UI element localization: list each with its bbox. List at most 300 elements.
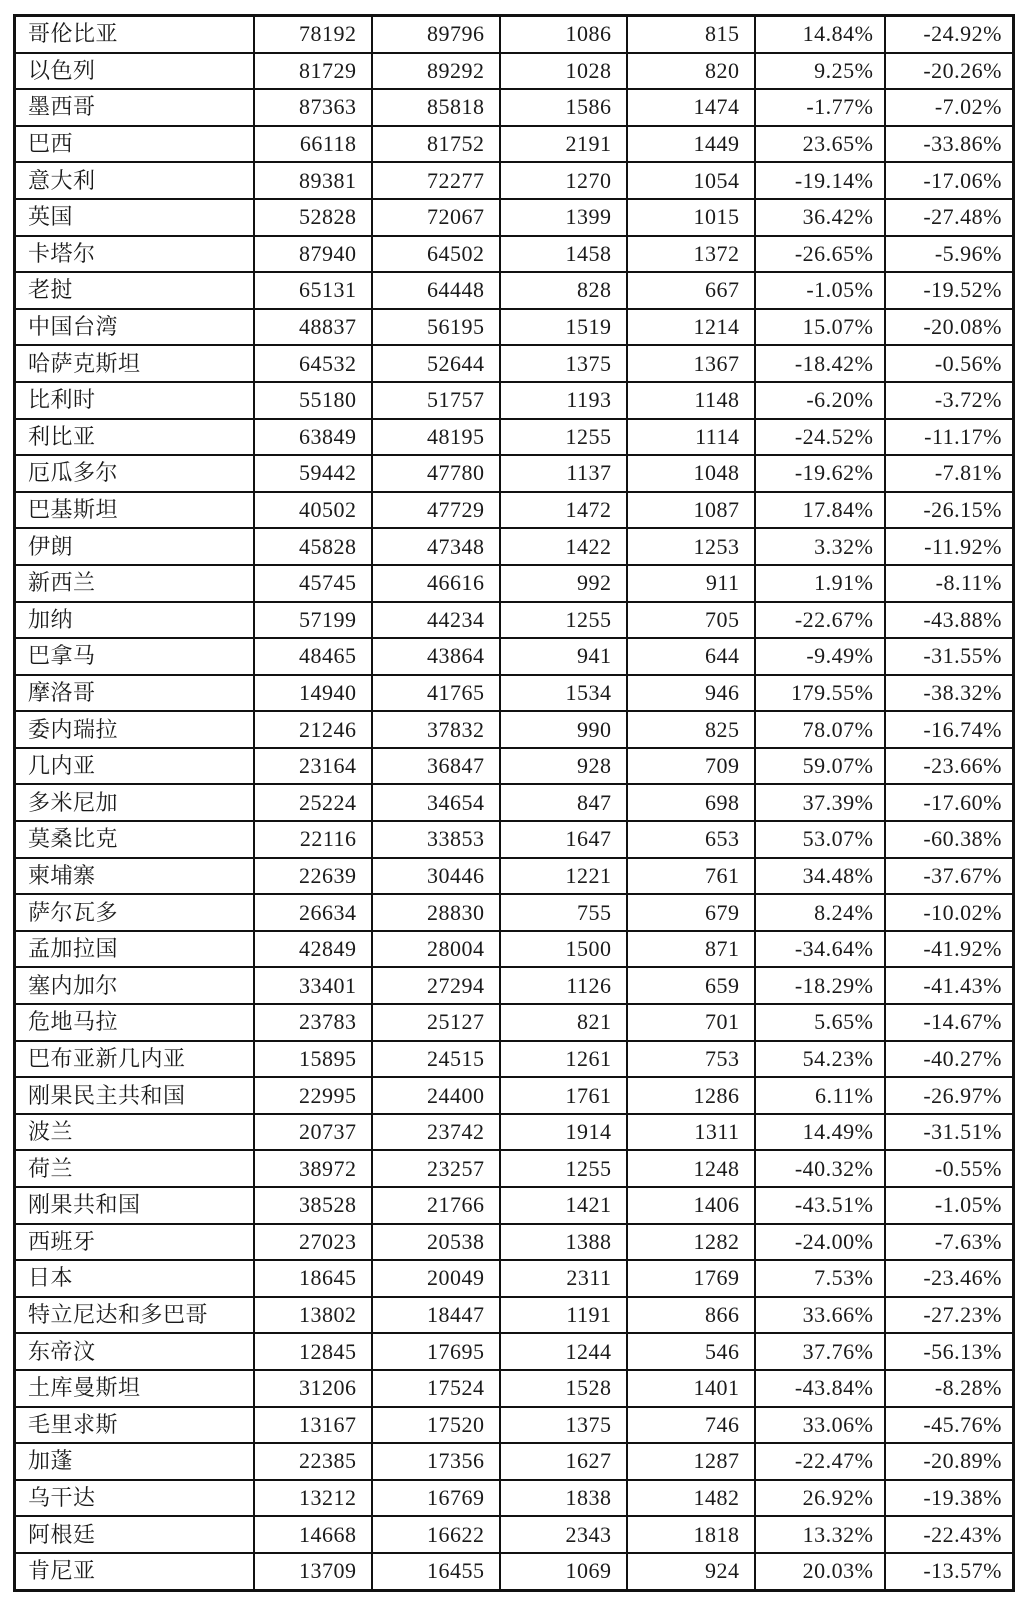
- country-name-cell: 几内亚: [15, 748, 254, 785]
- numeric-value-cell: 64448: [372, 272, 500, 309]
- percent-value-cell: -7.81%: [885, 455, 1014, 492]
- country-name-cell: 孟加拉国: [15, 931, 254, 968]
- numeric-value-cell: 40502: [254, 492, 372, 529]
- numeric-value-cell: 698: [627, 784, 755, 821]
- percent-value-cell: -14.67%: [885, 1004, 1014, 1041]
- numeric-value-cell: 21246: [254, 711, 372, 748]
- numeric-value-cell: 27023: [254, 1224, 372, 1261]
- numeric-value-cell: 27294: [372, 967, 500, 1004]
- numeric-value-cell: 1818: [627, 1516, 755, 1553]
- percent-value-cell: 26.92%: [755, 1480, 885, 1517]
- percent-value-cell: 14.49%: [755, 1114, 885, 1151]
- numeric-value-cell: 1255: [500, 419, 627, 456]
- numeric-value-cell: 1449: [627, 126, 755, 163]
- numeric-value-cell: 47729: [372, 492, 500, 529]
- numeric-value-cell: 1270: [500, 162, 627, 199]
- country-name-cell: 多米尼加: [15, 784, 254, 821]
- table-row: [15, 1443, 1014, 1480]
- numeric-value-cell: 48837: [254, 309, 372, 346]
- numeric-value-cell: 1519: [500, 309, 627, 346]
- country-name-cell: 比利时: [15, 382, 254, 419]
- percent-value-cell: -20.26%: [885, 53, 1014, 90]
- numeric-value-cell: 941: [500, 638, 627, 675]
- country-name-cell: 厄瓜多尔: [15, 455, 254, 492]
- numeric-value-cell: 866: [627, 1297, 755, 1334]
- table-row: [15, 419, 1014, 456]
- percent-value-cell: -1.05%: [755, 272, 885, 309]
- numeric-value-cell: 16769: [372, 1480, 500, 1517]
- table-row: [15, 1516, 1014, 1553]
- numeric-value-cell: 1401: [627, 1370, 755, 1407]
- country-name-cell: 伊朗: [15, 528, 254, 565]
- numeric-value-cell: 22116: [254, 821, 372, 858]
- numeric-value-cell: 679: [627, 894, 755, 931]
- table-row: [15, 1553, 1014, 1590]
- country-name-cell: 老挝: [15, 272, 254, 309]
- percent-value-cell: -0.55%: [885, 1150, 1014, 1187]
- numeric-value-cell: 81752: [372, 126, 500, 163]
- country-name-cell: 刚果共和国: [15, 1187, 254, 1224]
- percent-value-cell: -3.72%: [885, 382, 1014, 419]
- table-row: [15, 565, 1014, 602]
- numeric-value-cell: 820: [627, 53, 755, 90]
- table-row: [15, 858, 1014, 895]
- percent-value-cell: -45.76%: [885, 1407, 1014, 1444]
- numeric-value-cell: 89292: [372, 53, 500, 90]
- country-name-cell: 墨西哥: [15, 89, 254, 126]
- percent-value-cell: 5.65%: [755, 1004, 885, 1041]
- numeric-value-cell: 20049: [372, 1260, 500, 1297]
- numeric-value-cell: 815: [627, 16, 755, 53]
- numeric-value-cell: 1388: [500, 1224, 627, 1261]
- country-name-cell: 以色列: [15, 53, 254, 90]
- table-row: [15, 162, 1014, 199]
- percent-value-cell: -17.60%: [885, 784, 1014, 821]
- table-row: [15, 1150, 1014, 1187]
- numeric-value-cell: 1421: [500, 1187, 627, 1224]
- numeric-value-cell: 15895: [254, 1041, 372, 1078]
- percent-value-cell: -8.11%: [885, 565, 1014, 602]
- numeric-value-cell: 1769: [627, 1260, 755, 1297]
- numeric-value-cell: 1914: [500, 1114, 627, 1151]
- percent-value-cell: 179.55%: [755, 675, 885, 712]
- numeric-value-cell: 18447: [372, 1297, 500, 1334]
- percent-value-cell: -27.23%: [885, 1297, 1014, 1334]
- country-name-cell: 柬埔寨: [15, 858, 254, 895]
- numeric-value-cell: 38528: [254, 1187, 372, 1224]
- numeric-value-cell: 64532: [254, 345, 372, 382]
- numeric-value-cell: 1087: [627, 492, 755, 529]
- numeric-value-cell: 13802: [254, 1297, 372, 1334]
- country-name-cell: 土库曼斯坦: [15, 1370, 254, 1407]
- table-row: [15, 1260, 1014, 1297]
- numeric-value-cell: 1261: [500, 1041, 627, 1078]
- percent-value-cell: -5.96%: [885, 236, 1014, 273]
- percent-value-cell: -22.43%: [885, 1516, 1014, 1553]
- percent-value-cell: -20.08%: [885, 309, 1014, 346]
- numeric-value-cell: 1148: [627, 382, 755, 419]
- country-name-cell: 意大利: [15, 162, 254, 199]
- numeric-value-cell: 2191: [500, 126, 627, 163]
- numeric-value-cell: 65131: [254, 272, 372, 309]
- percent-value-cell: 33.66%: [755, 1297, 885, 1334]
- numeric-value-cell: 1311: [627, 1114, 755, 1151]
- numeric-value-cell: 64502: [372, 236, 500, 273]
- percent-value-cell: -20.89%: [885, 1443, 1014, 1480]
- numeric-value-cell: 1048: [627, 455, 755, 492]
- country-name-cell: 加蓬: [15, 1443, 254, 1480]
- country-name-cell: 西班牙: [15, 1224, 254, 1261]
- percent-value-cell: -24.00%: [755, 1224, 885, 1261]
- percent-value-cell: -56.13%: [885, 1333, 1014, 1370]
- percent-value-cell: -31.55%: [885, 638, 1014, 675]
- numeric-value-cell: 37832: [372, 711, 500, 748]
- country-name-cell: 英国: [15, 199, 254, 236]
- numeric-value-cell: 16622: [372, 1516, 500, 1553]
- country-name-cell: 莫桑比克: [15, 821, 254, 858]
- percent-value-cell: -43.84%: [755, 1370, 885, 1407]
- table-row: [15, 53, 1014, 90]
- numeric-value-cell: 1248: [627, 1150, 755, 1187]
- percent-value-cell: 37.76%: [755, 1333, 885, 1370]
- numeric-value-cell: 1244: [500, 1333, 627, 1370]
- percent-value-cell: -19.14%: [755, 162, 885, 199]
- percent-value-cell: 20.03%: [755, 1553, 885, 1590]
- table-row: [15, 345, 1014, 382]
- numeric-value-cell: 761: [627, 858, 755, 895]
- table-row: [15, 236, 1014, 273]
- numeric-value-cell: 1482: [627, 1480, 755, 1517]
- numeric-value-cell: 1500: [500, 931, 627, 968]
- percent-value-cell: -37.67%: [885, 858, 1014, 895]
- table-row: [15, 492, 1014, 529]
- country-name-cell: 巴西: [15, 126, 254, 163]
- percent-value-cell: -6.20%: [755, 382, 885, 419]
- numeric-value-cell: 1586: [500, 89, 627, 126]
- numeric-value-cell: 33853: [372, 821, 500, 858]
- percent-value-cell: -18.29%: [755, 967, 885, 1004]
- numeric-value-cell: 28830: [372, 894, 500, 931]
- percent-value-cell: 54.23%: [755, 1041, 885, 1078]
- percent-value-cell: 37.39%: [755, 784, 885, 821]
- numeric-value-cell: 13709: [254, 1553, 372, 1590]
- numeric-value-cell: 31206: [254, 1370, 372, 1407]
- numeric-value-cell: 36847: [372, 748, 500, 785]
- numeric-value-cell: 1528: [500, 1370, 627, 1407]
- numeric-value-cell: 709: [627, 748, 755, 785]
- numeric-value-cell: 17356: [372, 1443, 500, 1480]
- country-name-cell: 萨尔瓦多: [15, 894, 254, 931]
- percent-value-cell: 15.07%: [755, 309, 885, 346]
- percent-value-cell: -11.92%: [885, 528, 1014, 565]
- numeric-value-cell: 22995: [254, 1077, 372, 1114]
- percent-value-cell: -19.52%: [885, 272, 1014, 309]
- country-name-cell: 肯尼亚: [15, 1553, 254, 1590]
- numeric-value-cell: 78192: [254, 16, 372, 53]
- numeric-value-cell: 24400: [372, 1077, 500, 1114]
- numeric-value-cell: 23742: [372, 1114, 500, 1151]
- numeric-value-cell: 1028: [500, 53, 627, 90]
- table-row: [15, 1077, 1014, 1114]
- table-row: [15, 1407, 1014, 1444]
- numeric-value-cell: 1137: [500, 455, 627, 492]
- table-row: [15, 784, 1014, 821]
- table-row: [15, 382, 1014, 419]
- table-row: [15, 16, 1014, 53]
- country-name-cell: 中国台湾: [15, 309, 254, 346]
- numeric-value-cell: 24515: [372, 1041, 500, 1078]
- numeric-value-cell: 746: [627, 1407, 755, 1444]
- numeric-value-cell: 911: [627, 565, 755, 602]
- percent-value-cell: -24.52%: [755, 419, 885, 456]
- table-row: [15, 1041, 1014, 1078]
- numeric-value-cell: 924: [627, 1553, 755, 1590]
- country-name-cell: 哥伦比亚: [15, 16, 254, 53]
- percent-value-cell: -24.92%: [885, 16, 1014, 53]
- country-name-cell: 波兰: [15, 1114, 254, 1151]
- country-name-cell: 巴基斯坦: [15, 492, 254, 529]
- percent-value-cell: 34.48%: [755, 858, 885, 895]
- numeric-value-cell: 89381: [254, 162, 372, 199]
- table-row: [15, 967, 1014, 1004]
- numeric-value-cell: 1406: [627, 1187, 755, 1224]
- numeric-value-cell: 1054: [627, 162, 755, 199]
- numeric-value-cell: 30446: [372, 858, 500, 895]
- numeric-value-cell: 1399: [500, 199, 627, 236]
- numeric-value-cell: 23783: [254, 1004, 372, 1041]
- table-row: [15, 1224, 1014, 1261]
- numeric-value-cell: 990: [500, 711, 627, 748]
- percent-value-cell: -26.97%: [885, 1077, 1014, 1114]
- country-name-cell: 特立尼达和多巴哥: [15, 1297, 254, 1334]
- table-row: [15, 272, 1014, 309]
- numeric-value-cell: 546: [627, 1333, 755, 1370]
- numeric-value-cell: 47348: [372, 528, 500, 565]
- numeric-value-cell: 13212: [254, 1480, 372, 1517]
- table-body: [15, 16, 1014, 1591]
- country-name-cell: 新西兰: [15, 565, 254, 602]
- numeric-value-cell: 20737: [254, 1114, 372, 1151]
- numeric-value-cell: 1474: [627, 89, 755, 126]
- numeric-value-cell: 1472: [500, 492, 627, 529]
- percent-value-cell: 7.53%: [755, 1260, 885, 1297]
- table-row: [15, 602, 1014, 639]
- numeric-value-cell: 705: [627, 602, 755, 639]
- percent-value-cell: -7.02%: [885, 89, 1014, 126]
- numeric-value-cell: 17695: [372, 1333, 500, 1370]
- numeric-value-cell: 66118: [254, 126, 372, 163]
- numeric-value-cell: 1534: [500, 675, 627, 712]
- numeric-value-cell: 52644: [372, 345, 500, 382]
- country-name-cell: 危地马拉: [15, 1004, 254, 1041]
- percent-value-cell: -40.32%: [755, 1150, 885, 1187]
- country-name-cell: 卡塔尔: [15, 236, 254, 273]
- numeric-value-cell: 45828: [254, 528, 372, 565]
- percent-value-cell: -31.51%: [885, 1114, 1014, 1151]
- numeric-value-cell: 81729: [254, 53, 372, 90]
- percent-value-cell: -41.92%: [885, 931, 1014, 968]
- numeric-value-cell: 34654: [372, 784, 500, 821]
- country-name-cell: 利比亚: [15, 419, 254, 456]
- numeric-value-cell: 87940: [254, 236, 372, 273]
- percent-value-cell: 6.11%: [755, 1077, 885, 1114]
- numeric-value-cell: 16455: [372, 1553, 500, 1590]
- numeric-value-cell: 48465: [254, 638, 372, 675]
- percent-value-cell: 3.32%: [755, 528, 885, 565]
- numeric-value-cell: 1375: [500, 345, 627, 382]
- numeric-value-cell: 1114: [627, 419, 755, 456]
- numeric-value-cell: 43864: [372, 638, 500, 675]
- numeric-value-cell: 52828: [254, 199, 372, 236]
- numeric-value-cell: 1282: [627, 1224, 755, 1261]
- numeric-value-cell: 48195: [372, 419, 500, 456]
- table-row: [15, 1004, 1014, 1041]
- percent-value-cell: -23.46%: [885, 1260, 1014, 1297]
- country-name-cell: 巴布亚新几内亚: [15, 1041, 254, 1078]
- table-row: [15, 1297, 1014, 1334]
- numeric-value-cell: 22385: [254, 1443, 372, 1480]
- numeric-value-cell: 72067: [372, 199, 500, 236]
- percent-value-cell: -34.64%: [755, 931, 885, 968]
- numeric-value-cell: 26634: [254, 894, 372, 931]
- table-row: [15, 1333, 1014, 1370]
- numeric-value-cell: 1422: [500, 528, 627, 565]
- numeric-value-cell: 25224: [254, 784, 372, 821]
- country-name-cell: 日本: [15, 1260, 254, 1297]
- numeric-value-cell: 1287: [627, 1443, 755, 1480]
- percent-value-cell: -22.67%: [755, 602, 885, 639]
- numeric-value-cell: 38972: [254, 1150, 372, 1187]
- numeric-value-cell: 45745: [254, 565, 372, 602]
- country-name-cell: 刚果民主共和国: [15, 1077, 254, 1114]
- percent-value-cell: -43.88%: [885, 602, 1014, 639]
- numeric-value-cell: 20538: [372, 1224, 500, 1261]
- percent-value-cell: 33.06%: [755, 1407, 885, 1444]
- percent-value-cell: -23.66%: [885, 748, 1014, 785]
- numeric-value-cell: 1838: [500, 1480, 627, 1517]
- table-row: [15, 931, 1014, 968]
- country-name-cell: 塞内加尔: [15, 967, 254, 1004]
- numeric-value-cell: 85818: [372, 89, 500, 126]
- numeric-value-cell: 17524: [372, 1370, 500, 1407]
- numeric-value-cell: 667: [627, 272, 755, 309]
- numeric-value-cell: 89796: [372, 16, 500, 53]
- numeric-value-cell: 1761: [500, 1077, 627, 1114]
- percent-value-cell: -33.86%: [885, 126, 1014, 163]
- table-row: [15, 455, 1014, 492]
- numeric-value-cell: 847: [500, 784, 627, 821]
- percent-value-cell: -19.62%: [755, 455, 885, 492]
- country-name-cell: 哈萨克斯坦: [15, 345, 254, 382]
- table-row: [15, 1114, 1014, 1151]
- percent-value-cell: -17.06%: [885, 162, 1014, 199]
- country-name-cell: 东帝汶: [15, 1333, 254, 1370]
- numeric-value-cell: 21766: [372, 1187, 500, 1224]
- percent-value-cell: -60.38%: [885, 821, 1014, 858]
- country-name-cell: 巴拿马: [15, 638, 254, 675]
- numeric-value-cell: 42849: [254, 931, 372, 968]
- numeric-value-cell: 1015: [627, 199, 755, 236]
- percent-value-cell: 14.84%: [755, 16, 885, 53]
- percent-value-cell: -7.63%: [885, 1224, 1014, 1261]
- numeric-value-cell: 1647: [500, 821, 627, 858]
- table-row: [15, 1187, 1014, 1224]
- numeric-value-cell: 2311: [500, 1260, 627, 1297]
- numeric-value-cell: 1191: [500, 1297, 627, 1334]
- percent-value-cell: -26.65%: [755, 236, 885, 273]
- country-name-cell: 乌干达: [15, 1480, 254, 1517]
- percent-value-cell: 59.07%: [755, 748, 885, 785]
- country-statistics-table: [13, 14, 1015, 1592]
- numeric-value-cell: 57199: [254, 602, 372, 639]
- numeric-value-cell: 1126: [500, 967, 627, 1004]
- numeric-value-cell: 1069: [500, 1553, 627, 1590]
- numeric-value-cell: 1375: [500, 1407, 627, 1444]
- table-row: [15, 748, 1014, 785]
- country-name-cell: 阿根廷: [15, 1516, 254, 1553]
- percent-value-cell: -1.77%: [755, 89, 885, 126]
- table-row: [15, 126, 1014, 163]
- numeric-value-cell: 13167: [254, 1407, 372, 1444]
- numeric-value-cell: 946: [627, 675, 755, 712]
- percent-value-cell: -0.56%: [885, 345, 1014, 382]
- numeric-value-cell: 1458: [500, 236, 627, 273]
- percent-value-cell: -10.02%: [885, 894, 1014, 931]
- numeric-value-cell: 33401: [254, 967, 372, 1004]
- percent-value-cell: -8.28%: [885, 1370, 1014, 1407]
- percent-value-cell: 36.42%: [755, 199, 885, 236]
- percent-value-cell: 17.84%: [755, 492, 885, 529]
- table-row: [15, 528, 1014, 565]
- numeric-value-cell: 928: [500, 748, 627, 785]
- numeric-value-cell: 63849: [254, 419, 372, 456]
- country-name-cell: 加纳: [15, 602, 254, 639]
- numeric-value-cell: 46616: [372, 565, 500, 602]
- numeric-value-cell: 644: [627, 638, 755, 675]
- percent-value-cell: -38.32%: [885, 675, 1014, 712]
- numeric-value-cell: 1372: [627, 236, 755, 273]
- numeric-value-cell: 56195: [372, 309, 500, 346]
- numeric-value-cell: 1221: [500, 858, 627, 895]
- numeric-value-cell: 59442: [254, 455, 372, 492]
- table-row: [15, 638, 1014, 675]
- country-name-cell: 荷兰: [15, 1150, 254, 1187]
- numeric-value-cell: 18645: [254, 1260, 372, 1297]
- numeric-value-cell: 14668: [254, 1516, 372, 1553]
- numeric-value-cell: 23257: [372, 1150, 500, 1187]
- numeric-value-cell: 821: [500, 1004, 627, 1041]
- numeric-value-cell: 1214: [627, 309, 755, 346]
- numeric-value-cell: 992: [500, 565, 627, 602]
- table-row: [15, 1480, 1014, 1517]
- numeric-value-cell: 1627: [500, 1443, 627, 1480]
- numeric-value-cell: 55180: [254, 382, 372, 419]
- numeric-value-cell: 1086: [500, 16, 627, 53]
- numeric-value-cell: 701: [627, 1004, 755, 1041]
- percent-value-cell: -18.42%: [755, 345, 885, 382]
- numeric-value-cell: 72277: [372, 162, 500, 199]
- numeric-value-cell: 22639: [254, 858, 372, 895]
- numeric-value-cell: 51757: [372, 382, 500, 419]
- table-row: [15, 309, 1014, 346]
- percent-value-cell: -1.05%: [885, 1187, 1014, 1224]
- numeric-value-cell: 1286: [627, 1077, 755, 1114]
- numeric-value-cell: 28004: [372, 931, 500, 968]
- percent-value-cell: -13.57%: [885, 1553, 1014, 1590]
- numeric-value-cell: 1193: [500, 382, 627, 419]
- country-name-cell: 委内瑞拉: [15, 711, 254, 748]
- table-row: [15, 711, 1014, 748]
